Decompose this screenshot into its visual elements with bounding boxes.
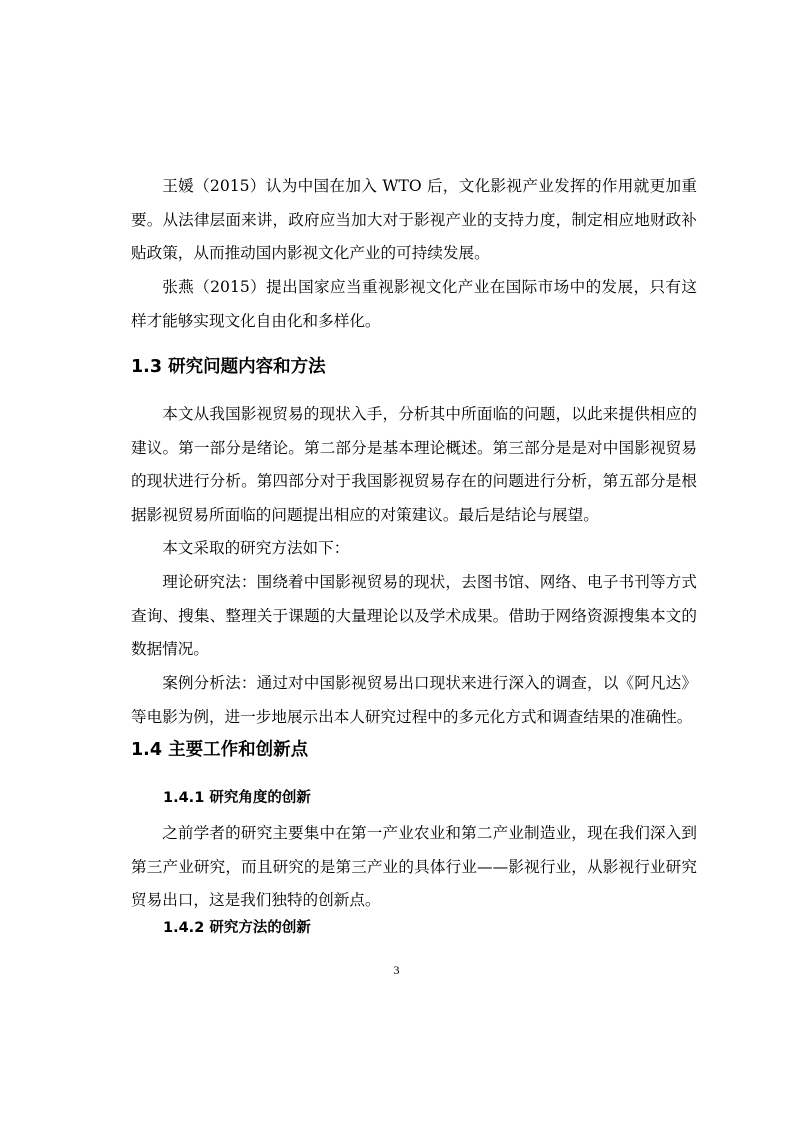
section-heading-1-3: 1.3 研究问题内容和方法	[131, 357, 326, 377]
paragraph-wang-yuan: 王媛（2015）认为中国在加入 WTO 后，文化影视产业发挥的作用就更加重要。从法律层面来讲，政府应当加大对于影视产业的支持力度，制定相应地财政补贴政策，从而推动国内影视文化产业的可持续发展。	[131, 177, 697, 262]
page-number: 3	[393, 963, 400, 977]
subsection-heading-1-4-1: 1.4.1 研究角度的创新	[163, 790, 311, 806]
paragraph-case-method: 案例分析法：通过对中国影视贸易出口现状来进行深入的调查，以《阿凡达》等电影为例，进一步地展示出本人研究过程中的多元化方式和调查结果的准确性。	[131, 674, 697, 726]
section-heading-1-4: 1.4 主要工作和创新点	[131, 740, 309, 760]
paragraph-zhang-yan: 张燕（2015）提出国家应当重视影视文化产业在国际市场中的发展，只有这样才能够实现文化自由化和多样化。	[131, 278, 697, 330]
paragraph-research-structure: 本文从我国影视贸易的现状入手，分析其中所面临的问题，以此来提供相应的建议。第一部分是绪论。第二部分是基本理论概述。第三部分是是对中国影视贸易的现状进行分析。第四部分对于我国影视贸易存在的问题进行分析，第五部分是根据影视贸易所面临的问题提出相应的对策建议。最后是结论与展望。	[131, 405, 697, 524]
paragraph-theory-method: 理论研究法：围绕着中国影视贸易的现状，去图书馆、网络、电子书刊等方式查询、搜集、整理关于课题的大量理论以及学术成果。借助于网络资源搜集本文的数据情况。	[131, 573, 697, 658]
paragraph-methods-intro: 本文采取的研究方法如下：	[162, 539, 350, 557]
subsection-heading-1-4-2: 1.4.2 研究方法的创新	[163, 920, 311, 936]
paragraph-angle-innovation: 之前学者的研究主要集中在第一产业农业和第二产业制造业，现在我们深入到第三产业研究，而且研究的是第三产业的具体行业——影视行业，从影视行业研究贸易出口，这是我们独特的创新点。	[131, 824, 697, 909]
